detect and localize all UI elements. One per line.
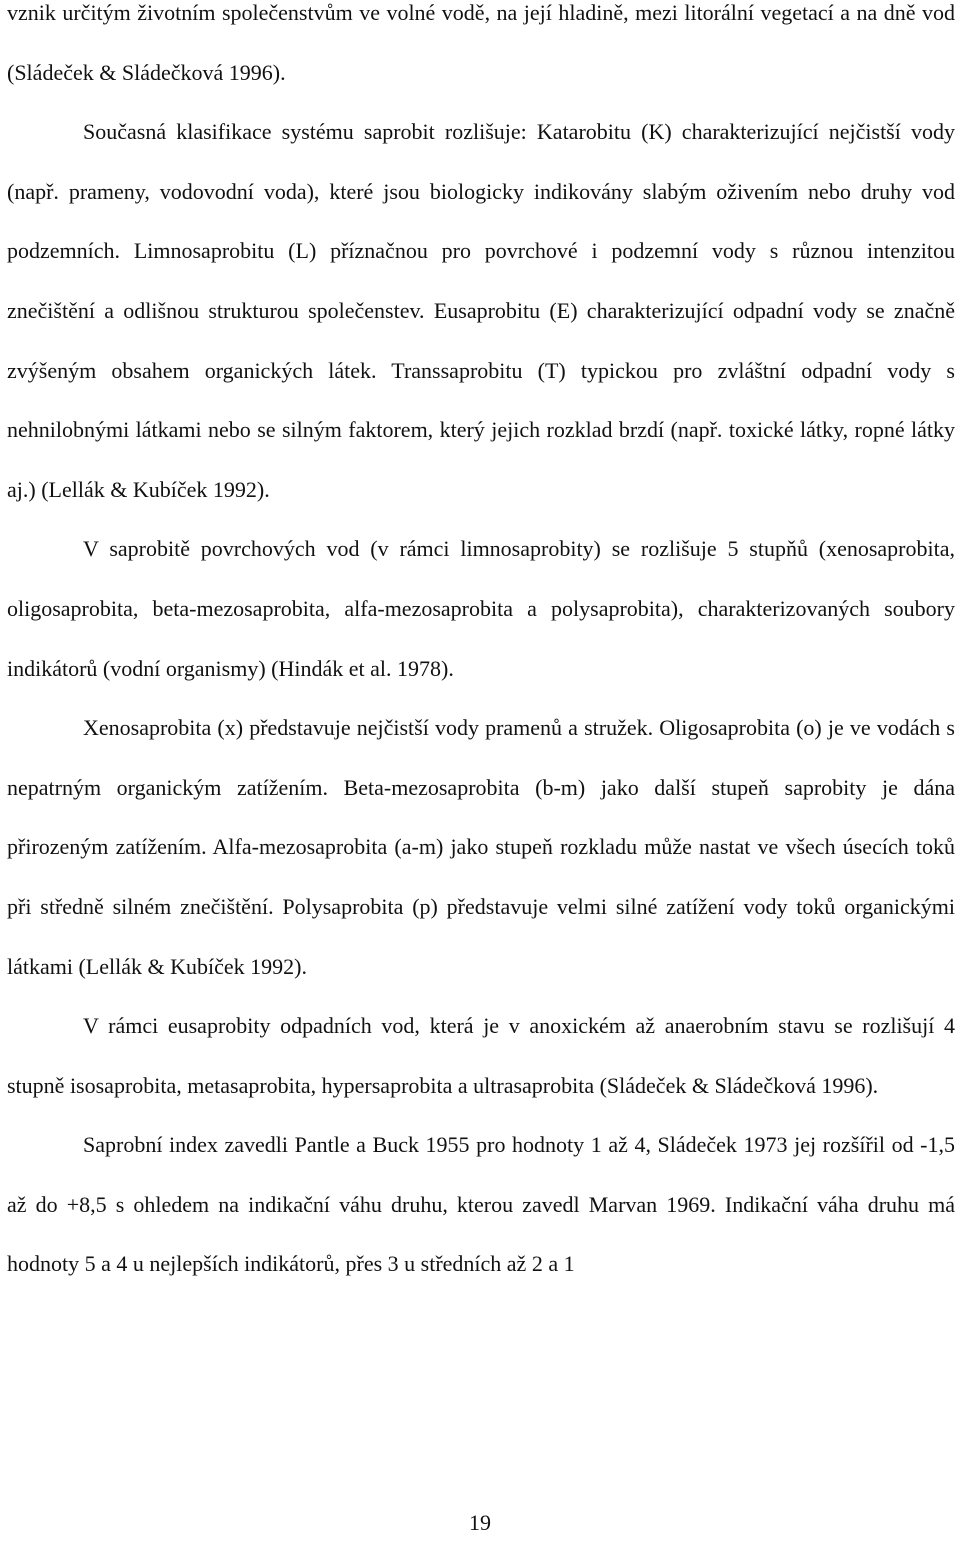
paragraph-eusaprobity: V rámci eusaprobity odpadních vod, která je v anoxickém až anaerobním stavu se rozlišují 4 stupně isosaprobita, metasaprobita, hypersaprobita a ultrasaprobita (Sládeček & Sládečková 1996). [7, 1013, 955, 1098]
paragraph-saprobity-classification: Současná klasifikace systému saprobit rozlišuje: Katarobitu (K) charakterizující nejčistší vody (např. prameny, vodovodní voda), které jsou biologicky indikovány slabým oživením nebo druhy vod podzemních. Limnosaprobitu (L) příznačnou pro povrchové i podzemní vody s různou intenzitou znečištění a odlišnou strukturou společenstev. Eusaprobitu (E) charakterizující odpadní vody se značně zvýšeným obsahem organických látek. Transsaprobitu (T) typickou pro zvláštní odpadní vody s nehnilobnými látkami nebo se silným faktorem, který jejich rozklad brzdí (např. toxické látky, ropné látky aj.) (Lellák & Kubíček 1992). [7, 119, 955, 502]
paragraph-saprobic-index: Saprobní index zavedli Pantle a Buck 1955 pro hodnoty 1 až 4, Sládeček 1973 jej rozšířil od -1,5 až do +8,5 s ohledem na indikační váhu druhu, kterou zavedl Marvan 1969. Indikační váha druhu má hodnoty 5 a 4 u nejlepších indikátorů, přes 3 u středních až 2 a 1 [7, 1132, 955, 1277]
paragraph-surface-water-saprobity: V saprobitě povrchových vod (v rámci limnosaprobity) se rozlišuje 5 stupňů (xenosaprobita, oligosaprobita, beta-mezosaprobita, alfa-mezosaprobita a polysaprobita), charakterizovaných soubory indikátorů (vodní organismy) (Hindák et al. 1978). [7, 536, 955, 681]
paragraph-saprobity-levels: Xenosaprobita (x) představuje nejčistší vody pramenů a stružek. Oligosaprobita (o) je ve vodách s nepatrným organickým zatížením. Beta-mezosaprobita (b-m) jako další stupeň saprobity je dána přirozeným zatížením. Alfa-mezosaprobita (a-m) jako stupeň rozkladu může nastat ve všech úsecích toků při středně silném znečištění. Polysaprobita (p) představuje velmi silné zatížení vody toků organickými látkami (Lellák & Kubíček 1992). [7, 715, 955, 979]
page-number: 19 [469, 1510, 491, 1535]
paragraph-continuation: vznik určitým životním společenstvům ve volné vodě, na její hladině, mezi litorální vegetací a na dně vod (Sládeček & Sládečková 1996). [7, 0, 955, 85]
